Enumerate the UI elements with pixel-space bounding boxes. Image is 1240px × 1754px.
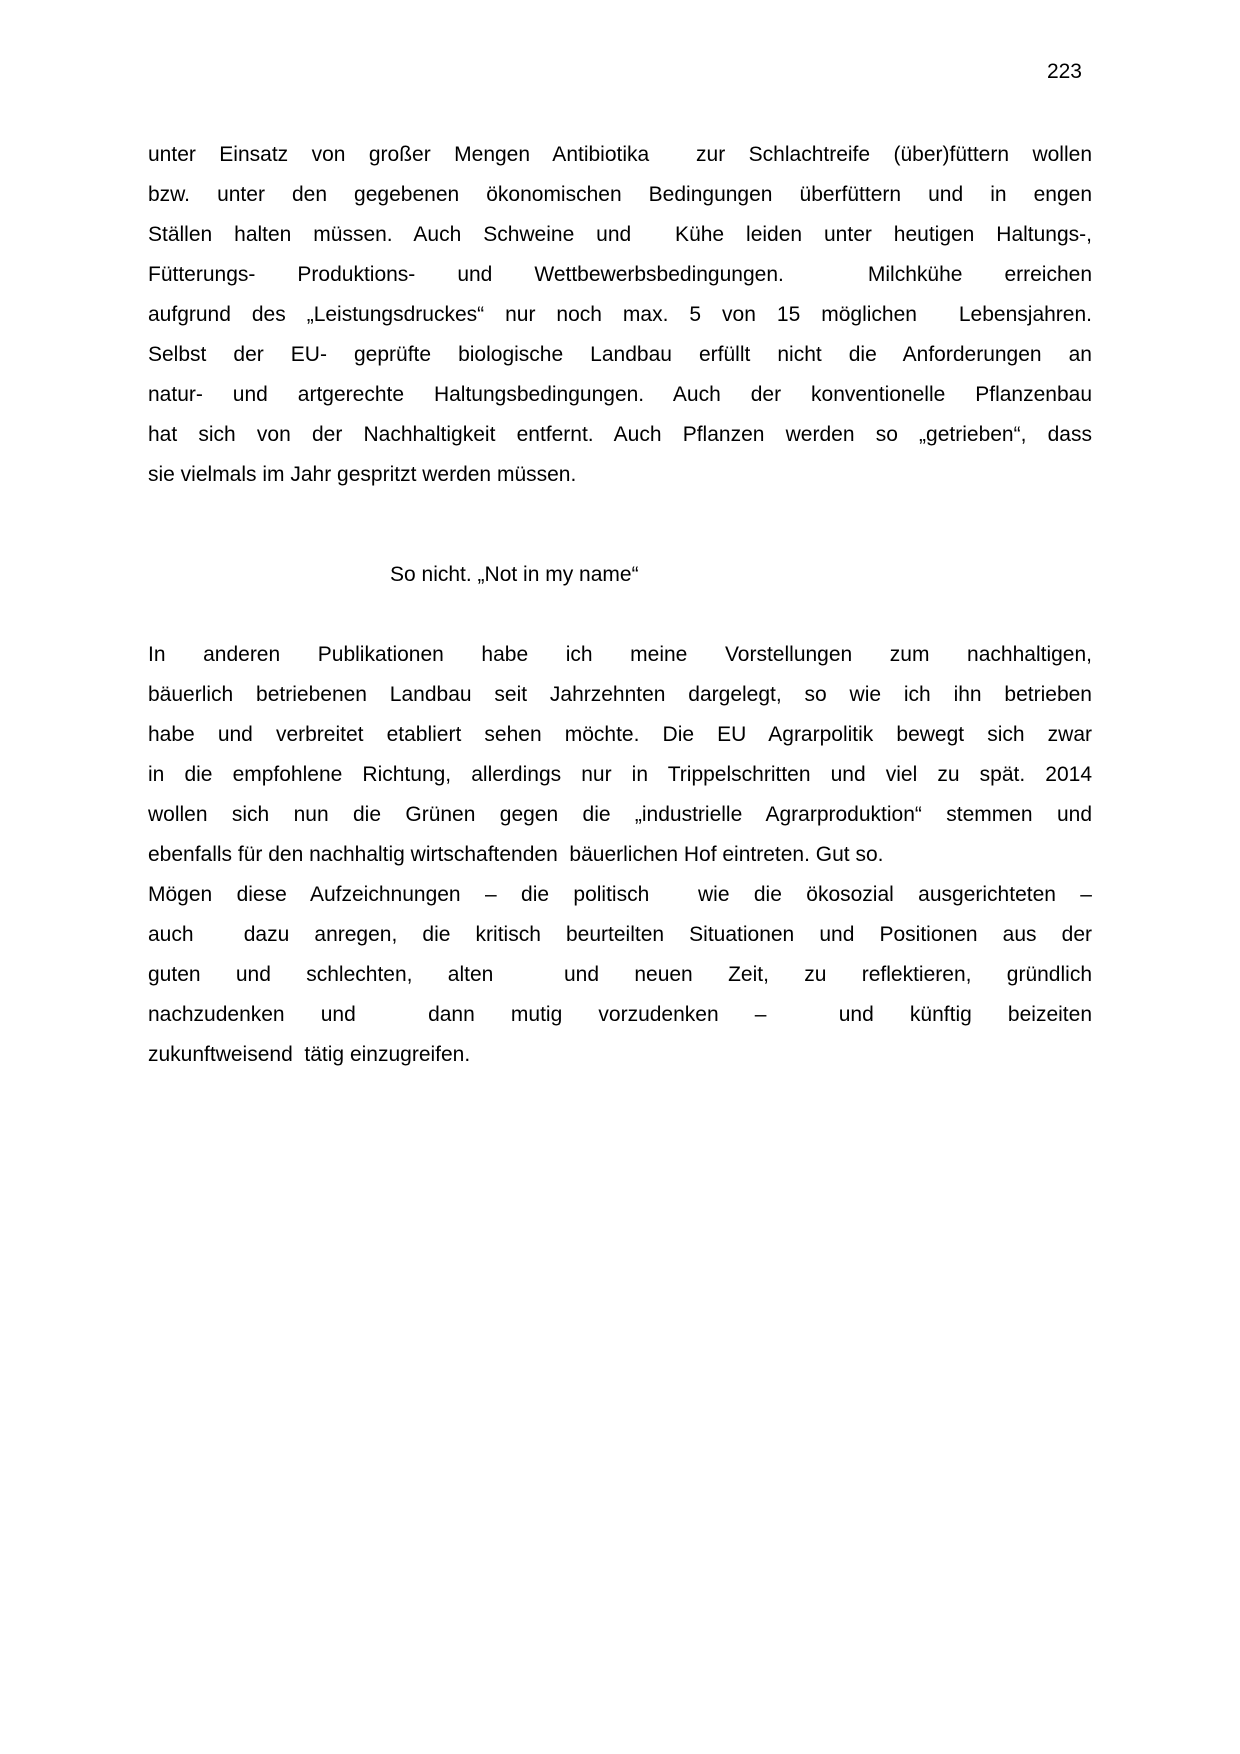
vertical-spacer — [148, 595, 1092, 635]
text-line: bzw. unter den gegebenen ökonomischen Bedingungen überfüttern und in engen — [148, 183, 1092, 206]
text-line: ebenfalls für den nachhaltig wirtschaftenden bäuerlichen Hof eintreten. Gut so. — [148, 843, 884, 866]
text-line: Fütterungs- Produktions- und Wettbewerbsbedingungen. Milchkühe erreichen — [148, 263, 1092, 286]
text-line: natur- und artgerechte Haltungsbedingungen. Auch der konventionelle Pflanzenbau — [148, 383, 1092, 406]
text-lines — [148, 135, 1092, 1075]
text-line: unter Einsatz von großer Mengen Antibiotika zur Schlachtreife (über)füttern wollen — [148, 143, 1092, 166]
text-line: Ställen halten müssen. Auch Schweine und Kühe leiden unter heutigen Haltungs-, — [148, 223, 1092, 246]
text-line: hat sich von der Nachhaltigkeit entfernt. Auch Pflanzen werden so „getrieben“, dass — [148, 423, 1092, 446]
text-line: auch dazu anregen, die kritisch beurteilten Situationen und Positionen aus der — [148, 923, 1092, 946]
text-line: In anderen Publikationen habe ich meine Vorstellungen zum nachhaltigen, — [148, 643, 1092, 666]
text-line: sie vielmals im Jahr gespritzt werden müssen. — [148, 463, 577, 486]
text-line: habe und verbreitet etabliert sehen möchte. Die EU Agrarpolitik bewegt sich zwar — [148, 723, 1092, 746]
text-line: wollen sich nun die Grünen gegen die „industrielle Agrarproduktion“ stemmen und — [148, 803, 1092, 826]
text-line: aufgrund des „Leistungsdruckes“ nur noch max. 5 von 15 möglichen Lebensjahren. — [148, 303, 1092, 326]
text-line: nachzudenken und dann mutig vorzudenken – und künftig beizeiten — [148, 1003, 1092, 1026]
section-heading: So nicht. „Not in my name“ — [390, 563, 639, 586]
text-line: in die empfohlene Richtung, allerdings nur in Trippelschritten und viel zu spät. 2014 — [148, 763, 1092, 786]
vertical-spacer — [148, 495, 1092, 555]
text-line: Mögen diese Aufzeichnungen – die politisch wie die ökosozial ausgerichteten – — [148, 883, 1092, 906]
text-line: Selbst der EU- geprüfte biologische Landbau erfüllt nicht die Anforderungen an — [148, 343, 1092, 366]
page-number: 223 — [1046, 60, 1082, 83]
text-line: bäuerlich betriebenen Landbau seit Jahrzehnten dargelegt, so wie ich ihn betrieben — [148, 683, 1092, 706]
text-line: guten und schlechten, alten und neuen Zeit, zu reflektieren, gründlich — [148, 963, 1092, 986]
text-line: zukunftweisend tätig einzugreifen. — [148, 1043, 471, 1066]
